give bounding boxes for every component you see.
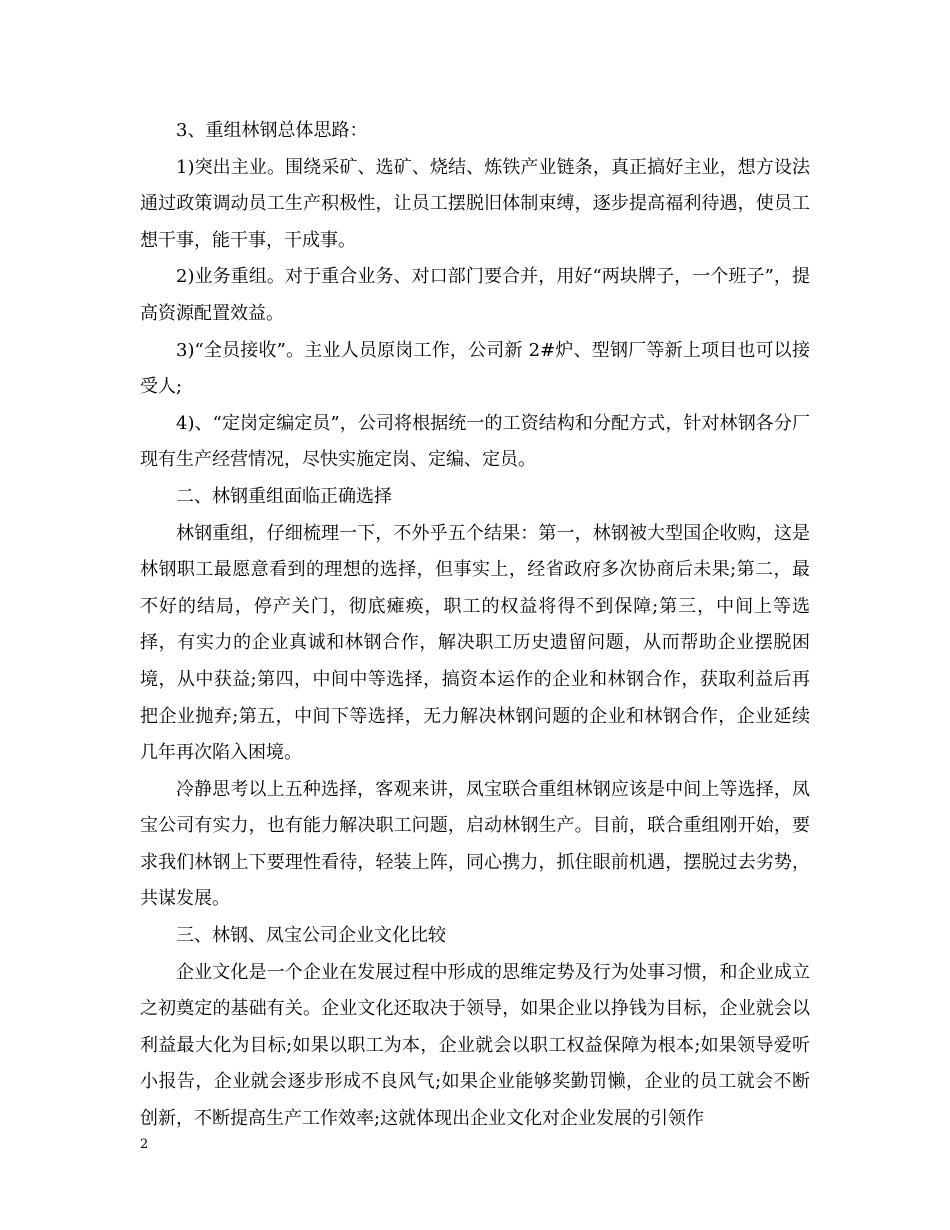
document-body [140, 113, 810, 1138]
paragraph-corporate-culture: 企业文化是一个企业在发展过程中形成的思维定势及行为处事习惯，和企业成立之初奠定的基础有关。企业文化还取决于领导，如果企业以挣钱为目标，企业就会以利益最大化为目标;如果以职工为本，企业就会以职工权益保障为根本;如果领导爱听小报告，企业就会逐步形成不良风气;如果企业能够奖勤罚懒，企业的员工就会不断创新，不断提高生产工作效率;这就体现出企业文化对企业发展的引领作 [140, 961, 810, 1130]
paragraph-item-3: 3)“全员接收”。主业人员原岗工作，公司新 2#炉、型钢厂等新上项目也可以接受人; [140, 339, 810, 398]
section-heading-two: 二、林钢重组面临正确选择 [176, 485, 392, 507]
paragraph-item-1: 1)突出主业。围绕采矿、选矿、烧结、炼铁产业链条，真正搞好主业，想方设法通过政策调动员工生产积极性，让员工摆脱旧体制束缚，逐步提高福利待遇，使员工想干事，能干事，干成事。 [140, 156, 810, 251]
paragraph-item-4: 4)、“定岗定编定员”，公司将根据统一的工资结构和分配方式，针对林钢各分厂现有生产经营情况，尽快实施定岗、定编、定员。 [140, 412, 810, 471]
section-heading-three: 三、林钢、凤宝公司企业文化比较 [176, 925, 446, 947]
paragraph-reflection: 冷静思考以上五种选择，客观来讲，凤宝联合重组林钢应该是中间上等选择，凤宝公司有实力，也有能力解决职工问题，启动林钢生产。目前，联合重组刚开始，要求我们林钢上下要理性看待，轻装上阵，同心携力，抓住眼前机遇，摆脱过去劣势，共谋发展。 [140, 778, 810, 910]
paragraph-section-heading-3: 3、重组林钢总体思路： [176, 120, 368, 141]
paragraph-item-2: 2)业务重组。对于重合业务、对口部门要合并，用好“两块牌子，一个班子”，提高资源配置效益。 [140, 266, 810, 324]
paragraph-five-outcomes: 林钢重组，仔细梳理一下，不外乎五个结果：第一，林钢被大型国企收购，这是林钢职工最愿意看到的理想的选择，但事实上，经省政府多次协商后未果;第二，最不好的结局，停产关门，彻底瘫痪，职工的权益将得不到保障;第三，中间上等选择，有实力的企业真诚和林钢合作，解决职工历史遗留问题，从而帮助企业摆脱困境，从中获益;第四，中间中等选择，搞资本运作的企业和林钢合作，获取利益后再把企业抛弃;第五，中间下等选择，无力解决林钢问题的企业和林钢合作，企业延续几年再次陷入困境。 [140, 522, 810, 764]
page-number: 2 [140, 1137, 149, 1152]
